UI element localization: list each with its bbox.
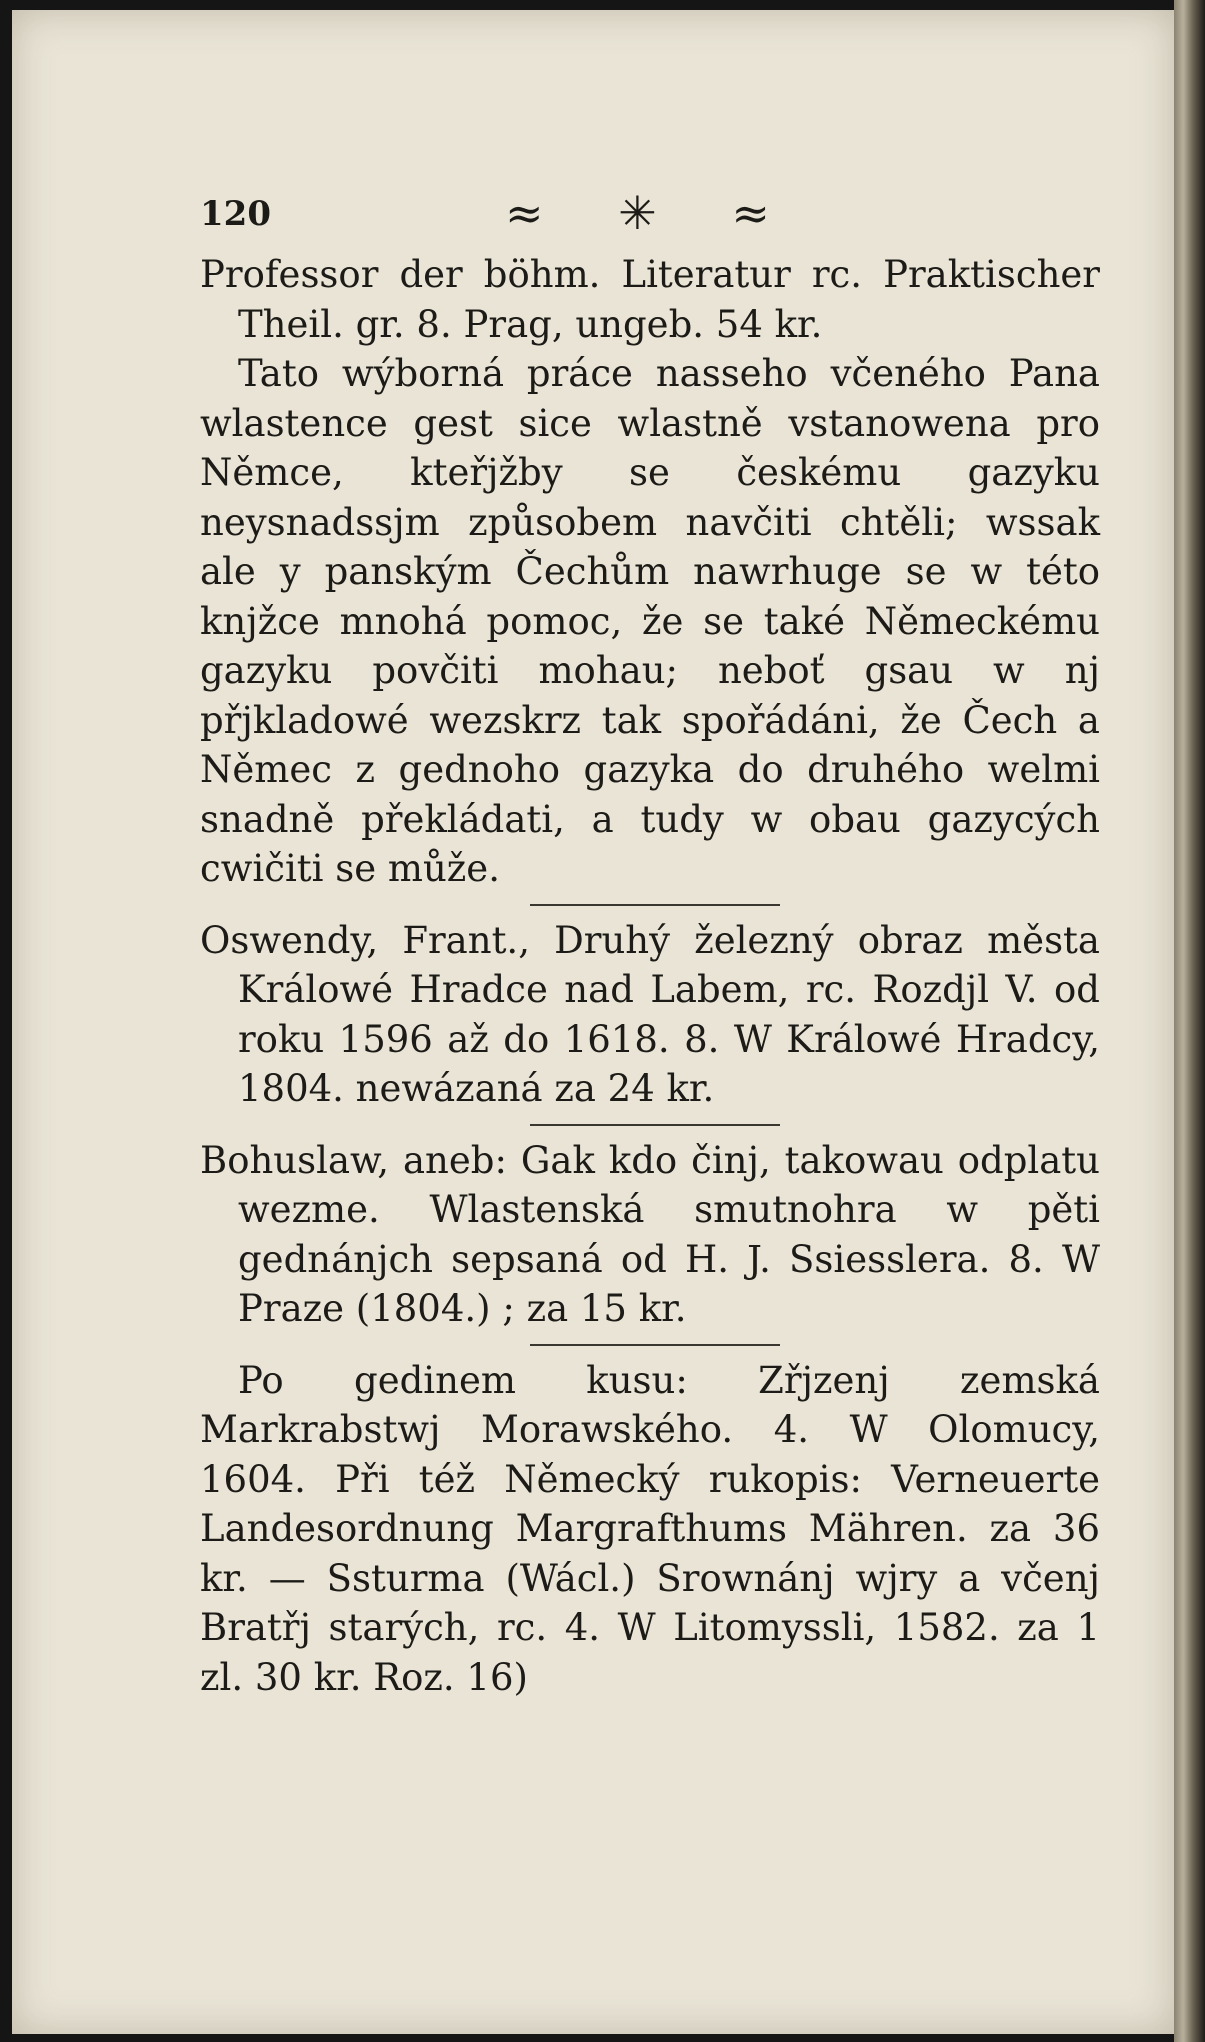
entry-komentar: Tato wýborná práce nasseho včeného Pana wlastence gest sice wlastně vstanowena pro Němce, kteřjžby se českému gazyku neysnadssjm způsobem navčiti chtěli; wssak ale y panským Čechům nawrhuge se w této knjžce mnohá pomoc, že se také Německému gazyku povčiti mohau; neboť gsau w nj přjkladowé wezskrz tak spořádáni, že Čech a Němec z gednoho gazyka do druhého welmi snadně překládati, a tudy w obau gazycých cwičiti se může. [200, 352, 1100, 890]
entry-po-gedinem: Po gedinem kusu: Zřjzenj zemská Markrabstwj Morawského. 4. W Olomucy, 1604. Při též Německý rukopis: Verneuerte Landesordnung Margrafthums Mähren. za 36 kr. — Ssturma (Wácl.) Srownánj wjry a včenj Bratřj starých, rc. 4. W Litomyssli, 1582. za 1 zl. 30 kr. Roz. 16) [200, 1358, 1100, 1699]
section-divider [530, 1344, 780, 1346]
page-number: 120 [200, 194, 271, 234]
page-content [200, 180, 1100, 1702]
entry-bohuslaw: Bohuslaw, aneb: Gak kdo činj, takowau odplatu wezme. Wlastenská smutnohra w pěti gednánjch sepsaná od H. J. Ssiesslera. 8. W Praze (1804.) ; za 15 kr. [200, 1138, 1100, 1330]
section-divider [530, 904, 780, 906]
running-header [200, 180, 1100, 250]
entry-prakticky-dil: Professor der böhm. Literatur rc. Praktischer Theil. gr. 8. Prag, ungeb. 54 kr. [200, 253, 1100, 346]
entry-oswendy: Oswendy, Frant., Druhý železný obraz města Králowé Hradce nad Labem, rc. Rozdjl V. od roku 1596 až do 1618. 8. W Králowé Hradcy, 1804. newázaná za 24 kr. [200, 918, 1100, 1110]
section-divider [530, 1124, 780, 1126]
ornament-icon: ≈ ✳ ≈ [505, 186, 800, 240]
page-edge [1174, 0, 1205, 2042]
